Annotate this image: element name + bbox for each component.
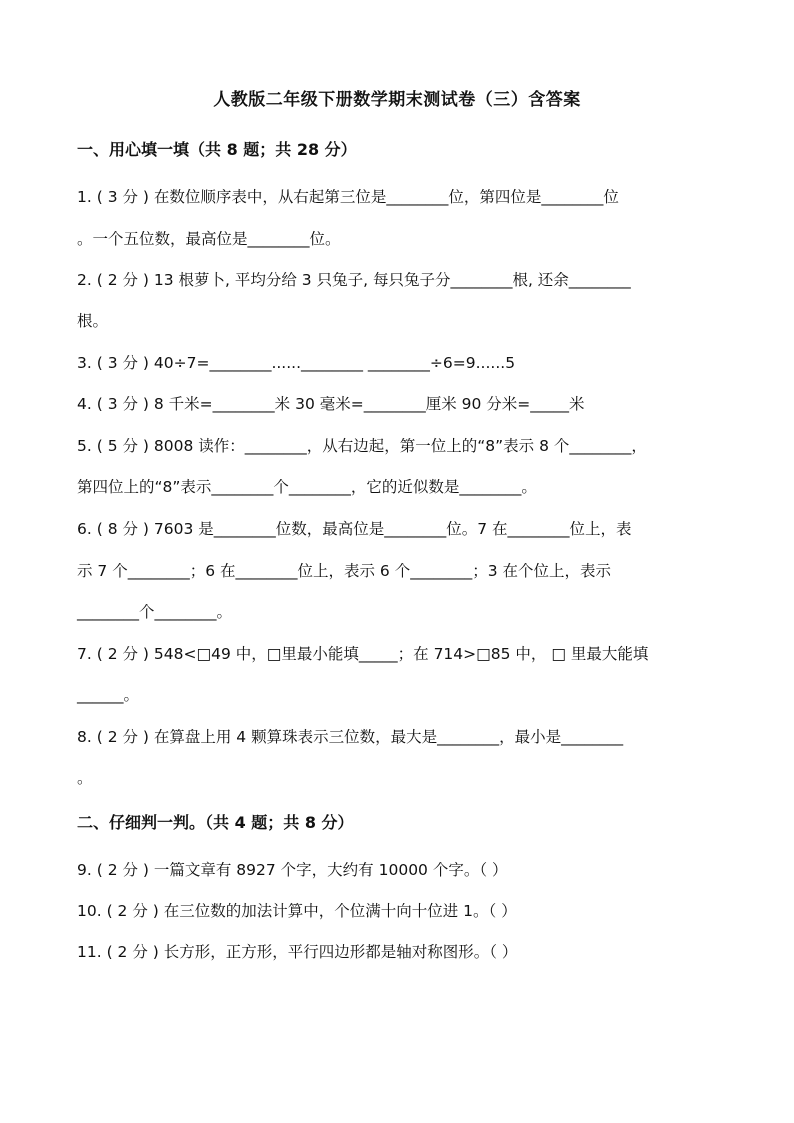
question-6-line-2: 示 7 个________；6 在________位上，表示 6 个________；3 在个位上，表示 — [77, 562, 612, 580]
page-title: 人教版二年级下册数学期末测试卷（三）含答案 — [213, 90, 581, 110]
question-10: 10. ( 2 分 ) 在三位数的加法计算中，个位满十向十位进 1。（ ） — [77, 902, 517, 920]
question-3: 3. ( 3 分 ) 40÷7=________......________ ________÷6=9......5 — [77, 354, 516, 372]
question-11: 11. ( 2 分 ) 长方形，正方形，平行四边形都是轴对称图形。（ ） — [77, 943, 518, 961]
question-5-line-1: 5. ( 5 分 ) 8008 读作：________，从右边起，第一位上的“8”表示 8 个________， — [77, 437, 647, 455]
question-1-line-1: 1. ( 3 分 ) 在数位顺序表中，从右起第三位是________位，第四位是________位 — [77, 188, 619, 206]
question-2-line-1: 2. ( 2 分 ) 13 根萝卜, 平均分给 3 只兔子, 每只兔子分________根, 还余________ — [77, 271, 631, 289]
question-1-line-2: 。一个五位数，最高位是________位。 — [77, 230, 341, 248]
question-6-line-3: ________个________。 — [77, 603, 233, 621]
question-7-line-1: 7. ( 2 分 ) 548<□49 中，□里最小能填_____；在 714>□85 中， □ 里最大能填 — [77, 645, 649, 663]
question-8-line-2: 。 — [77, 769, 93, 787]
question-8-line-1: 8. ( 2 分 ) 在算盘上用 4 颗算珠表示三位数，最大是________，最小是________ — [77, 728, 624, 746]
question-7-line-2: ______。 — [77, 686, 140, 704]
question-4: 4. ( 3 分 ) 8 千米=________米 30 毫米=________厘米 90 分米=_____米 — [77, 395, 585, 413]
section-heading-fill-in: 一、用心填一填（共 8 题；共 28 分） — [77, 140, 357, 159]
question-2-line-2: 根。 — [77, 312, 109, 330]
question-6-line-1: 6. ( 8 分 ) 7603 是________位数，最高位是________位。7 在________位上，表 — [77, 520, 632, 538]
question-9: 9. ( 2 分 ) 一篇文章有 8927 个字，大约有 10000 个字。（ ） — [77, 861, 508, 879]
section-heading-true-false: 二、仔细判一判。（共 4 题；共 8 分） — [77, 813, 354, 832]
question-5-line-2: 第四位上的“8”表示________个________，它的近似数是________。 — [77, 478, 537, 496]
